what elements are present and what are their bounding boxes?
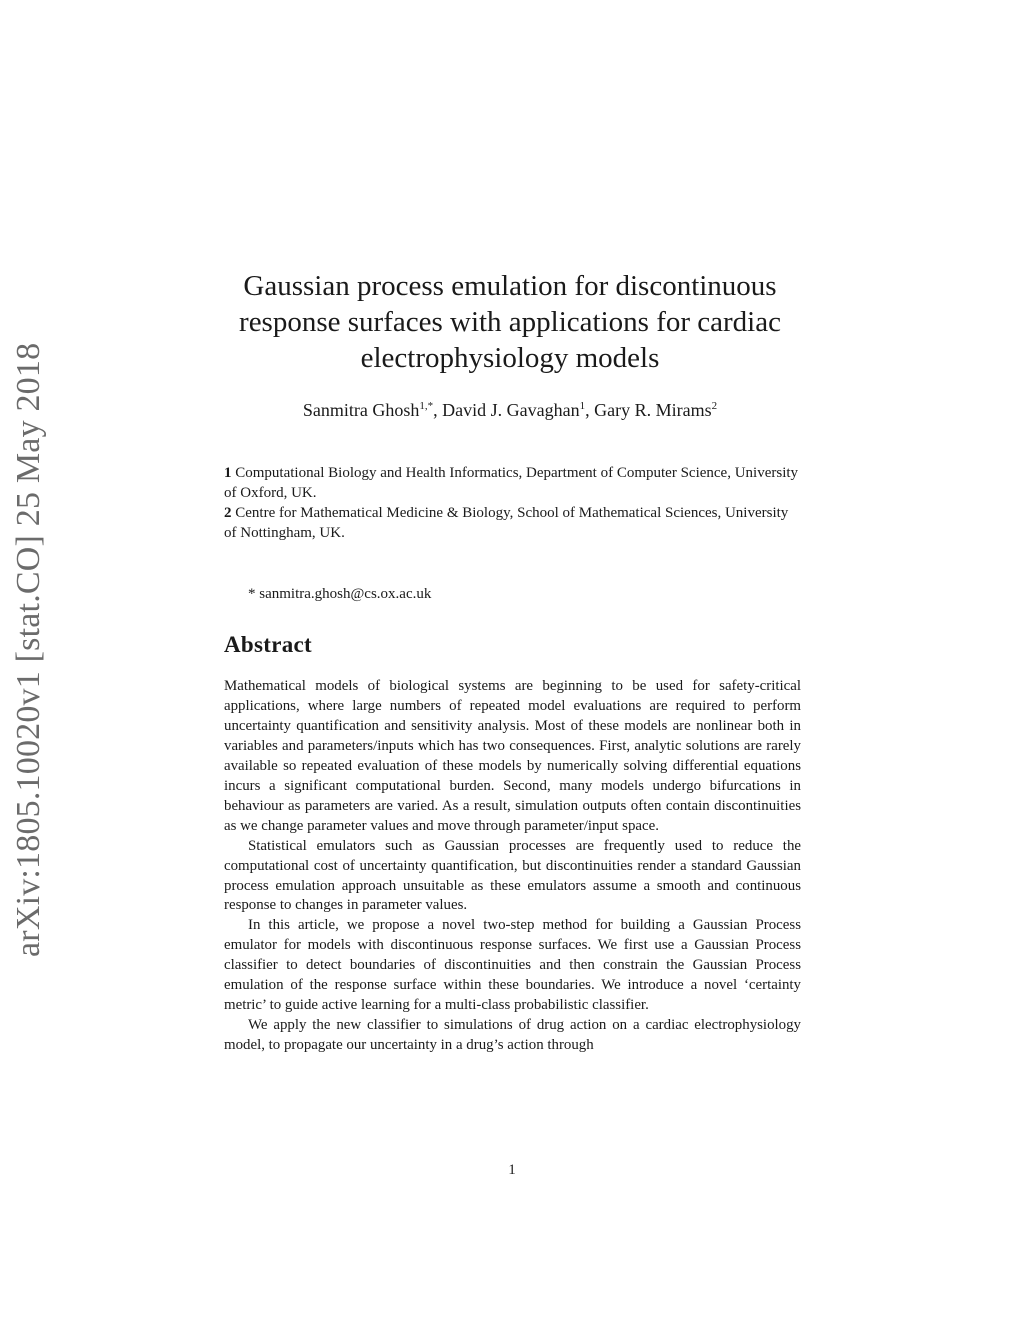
author-list [200,398,820,422]
author-name: Sanmitra Ghosh [302,400,420,420]
affiliation-number: 1 [224,465,232,481]
author-name: David J. Gavaghan [442,400,580,420]
paper-title [200,268,820,376]
abstract-body [224,677,801,1056]
author-separator: , [433,400,443,420]
affiliation-item [224,463,804,503]
affiliation-text: Centre for Mathematical Medicine & Biology, School of Mathematical Sciences, University of Nottingham, UK. [224,505,789,541]
abstract-heading: Abstract [224,632,312,657]
affiliation-text: Computational Biology and Health Informatics, Department of Computer Science, University of Oxford, UK. [224,465,799,501]
affiliations [224,463,804,543]
arxiv-identifier: arXiv:1805.10020v1 [stat.CO] 25 May 2018 [10,342,47,958]
affiliation-number: 2 [224,505,232,521]
abstract-paragraph: In this article, we propose a novel two-step method for building a Gaussian Process emulator for models with discontinuous response surfaces. We first use a Gaussian Process classifier to detect boundaries of discontinuities and then constrain the Gaussian Process emulation of the response surface within these boundaries. We introduce a novel ‘certainty metric’ to guide active learning for a multi-class probabilistic classifier. [224,917,801,1014]
author-affiliation-mark: 1,* [419,400,434,412]
abstract-paragraph: Mathematical models of biological systems are beginning to be used for safety-critical applications, where large numbers of repeated model evaluations are required to perform uncertainty quantification and sensitivity analysis. Most of these models are nonlinear both in variables and parameters/inputs which has two consequences. First, analytic solutions are rarely available so repeated evaluation of these models by numerically solving differential equations incurs a significant computational burden. Second, many models undergo bifurcations in behaviour as parameters are varied. As a result, simulation outputs often contain discontinuities as we change parameter values and move through parameter/input space. [224,678,801,834]
affiliation-item [224,503,804,543]
author-separator: , [585,400,595,420]
title-line: Gaussian process emulation for discontinuous [243,270,777,302]
abstract-paragraph: Statistical emulators such as Gaussian processes are frequently used to reduce the computational cost of uncertainty quantification, but discontinuities render a standard Gaussian process emulation approach unsuitable as these emulators assume a smooth and continuous response to changes in parameter values. [224,837,801,914]
title-line: electrophysiology models [360,342,660,374]
author-affiliation-mark: 1 [579,400,586,412]
page-number: 1 [508,1162,516,1178]
author-name: Gary R. Mirams [594,400,712,420]
title-line: response surfaces with applications for cardiac [239,306,781,338]
author-affiliation-mark: 2 [711,400,718,412]
abstract-paragraph: We apply the new classifier to simulations of drug action on a cardiac electrophysiology model, to propagate our uncertainty in a drug’s action through [224,1017,801,1054]
corresponding-email: * sanmitra.ghosh@cs.ox.ac.uk [248,586,432,602]
